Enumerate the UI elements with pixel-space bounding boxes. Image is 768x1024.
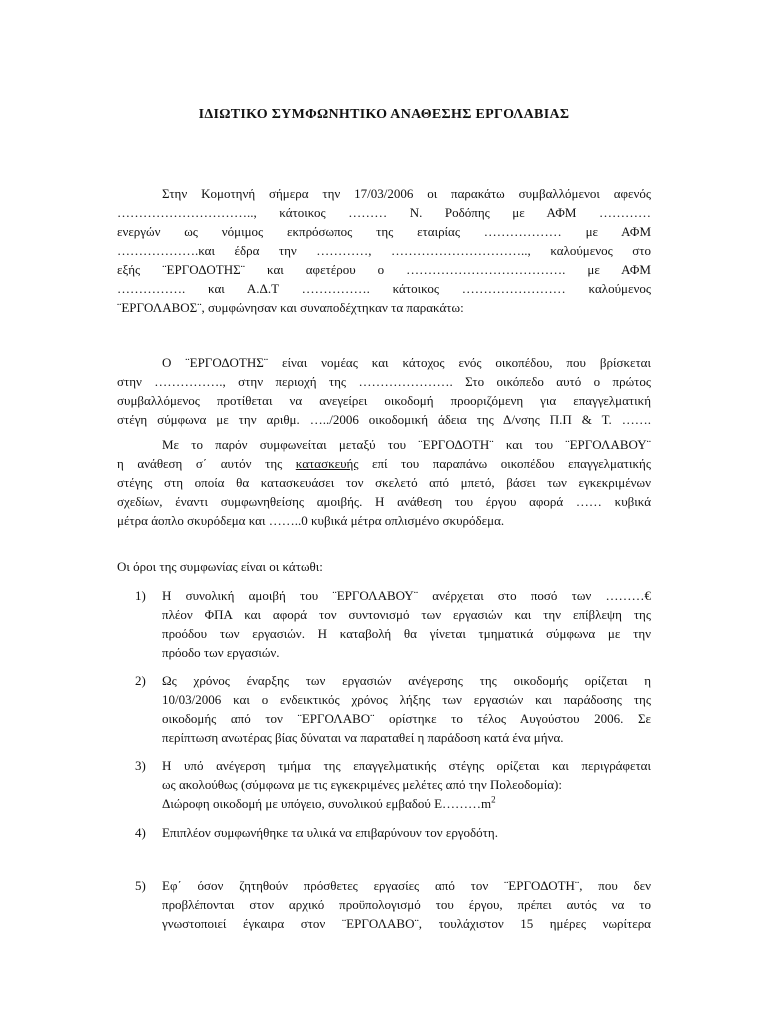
list-item-line: περίπτωση ανωτέρας βίας δύναται να παραταθεί η παράδοση κατά ένα μήνα. bbox=[162, 730, 564, 745]
text-segment: η ανάθεση σ΄ αυτόν της bbox=[117, 456, 296, 471]
list-number: 3) bbox=[135, 758, 146, 773]
list-item-line: οικοδομής από τον ¨ΕΡΓΟΛΑΒΟ¨ ορίστηκε το τέλος Αυγούστου 2006. Σε bbox=[162, 711, 651, 726]
paragraph-line: ……………. και Α.Δ.Τ ……………. κάτοικος …………………… καλούμενος bbox=[117, 281, 651, 296]
list-item-line: 10/03/2006 και ο ενδεικτικός χρόνος λήξης των εργασιών και παράδοσης της bbox=[162, 692, 651, 707]
list-number: 5) bbox=[135, 878, 146, 893]
list-item-line: Ως χρόνος έναρξης των εργασιών ανέγερσης της οικοδομής ορίζεται η bbox=[162, 673, 651, 688]
paragraph-line: ………………………….., κάτοικος ……… Ν. Ροδόπης με ΑΦΜ ………… bbox=[117, 205, 651, 220]
document-title: ΙΔΙΩΤΙΚΟ ΣΥΜΦΩΝΗΤΙΚΟ ΑΝΑΘΕΣΗΣ ΕΡΓΟΛΑΒΙΑΣ bbox=[198, 107, 570, 122]
underlined-word: κατασκευής bbox=[295, 456, 359, 471]
paragraph-line: στέγης στη οποία θα κατασκευάσει τον σκελετό από μπετό, βάσει των εγκεκριμένων bbox=[117, 475, 651, 490]
list-item-line: Επιπλέον συμφωνήθηκε τα υλικά να επιβαρύνουν τον εργοδότη. bbox=[162, 825, 498, 840]
paragraph-line: Με το παρόν συμφωνείται μεταξύ του ¨ΕΡΓΟΔΟΤΗ¨ και του ¨ΕΡΓΟΛΑΒΟΥ¨ bbox=[162, 437, 651, 452]
list-number: 1) bbox=[135, 588, 146, 603]
list-item-line: πλέον ΦΠΑ και αφορά τον συντονισμό των εργασιών και την επίβλεψη της bbox=[162, 607, 651, 622]
list-item-line: Η συνολική αμοιβή του ¨ΕΡΓΟΛΑΒΟΥ¨ ανέρχεται στο ποσό των ………€ bbox=[162, 588, 651, 603]
paragraph-line: ενεργών ως νόμιμος εκπρόσωπος της εταιρίας ……………… με ΑΦΜ bbox=[117, 224, 651, 239]
terms-intro: Οι όροι της συμφωνίας είναι οι κάτωθι: bbox=[117, 559, 323, 574]
superscript: 2 bbox=[491, 794, 496, 805]
list-item-line: Η υπό ανέγερση τμήμα της επαγγελματικής στέγης ορίζεται και περιγράφεται bbox=[162, 758, 651, 773]
list-number: 2) bbox=[135, 673, 146, 688]
paragraph-line: μέτρα άοπλο σκυρόδεμα και ……..0 κυβικά μέτρα οπλισμένο σκυρόδεμα. bbox=[117, 513, 505, 528]
list-item-line: Εφ΄ όσον ζητηθούν πρόσθετες εργασίες από τον ¨ΕΡΓΟΔΟΤΗ¨, που δεν bbox=[162, 878, 651, 893]
list-item-line: προόδου των εργασιών. Η καταβολή θα γίνεται τμηματικά σύμφωνα με την bbox=[162, 626, 651, 641]
paragraph-line: ……………….και έδρα την …………, ………………………….., καλούμενος στο bbox=[117, 243, 651, 258]
paragraph-line bbox=[117, 454, 651, 473]
paragraph-line: στην ……………., στην περιοχή της …………………. Στο οικόπεδο αυτό ο πρώτος bbox=[117, 374, 651, 389]
paragraph-line: στέγη σύμφωνα με την αριθμ. …../2006 οικοδομική άδεια της Δ/νσης Π.Π & Τ. ……. bbox=[117, 412, 651, 427]
list-item-line bbox=[162, 794, 496, 813]
list-item-line: γνωστοποιεί έγκαιρα στον ¨ΕΡΓΟΛΑΒΟ¨, τουλάχιστον 15 ημέρες νωρίτερα bbox=[162, 916, 651, 931]
text-segment: Διώροφη οικοδομή με υπόγειο, συνολικού εμβαδού Ε………m bbox=[162, 796, 492, 811]
list-item-line: ως ακολούθως (σύμφωνα με τις εγκεκριμένες μελέτες από την Πολεοδομία): bbox=[162, 777, 562, 792]
list-item-line: προβλέπονται στον αρχικό προϋπολογισμό του έργου, πρέπει αυτός να το bbox=[162, 897, 651, 912]
text-segment: επί του παραπάνω οικοπέδου επαγγελματικής bbox=[358, 456, 651, 471]
paragraph-line: Ο ¨ΕΡΓΟΔΟΤΗΣ¨ είναι νομέας και κάτοχος ενός οικοπέδου, που βρίσκεται bbox=[162, 355, 651, 370]
paragraph-line: εξής ¨ΕΡΓΟΔΟΤΗΣ¨ και αφετέρου ο ………………………………. με ΑΦΜ bbox=[117, 262, 651, 277]
list-number: 4) bbox=[135, 825, 146, 840]
paragraph-line: συμβαλλόμενος προτίθεται να ανεγείρει οικοδομή προοριζόμενη για επαγγελματική bbox=[117, 393, 651, 408]
paragraph-line: σχεδίων, έναντι συμφωνηθείσης αμοιβής. Η ανάθεση του έργου αφορά …… κυβικά bbox=[117, 494, 651, 509]
paragraph-line: Στην Κομοτηνή σήμερα την 17/03/2006 οι παρακάτω συμβαλλόμενοι αφενός bbox=[162, 186, 651, 201]
paragraph-line: ¨ΕΡΓΟΛΑΒΟΣ¨, συμφώνησαν και συναποδέχτηκαν τα παρακάτω: bbox=[117, 300, 464, 315]
list-item-line: πρόοδο των εργασιών. bbox=[162, 645, 280, 660]
